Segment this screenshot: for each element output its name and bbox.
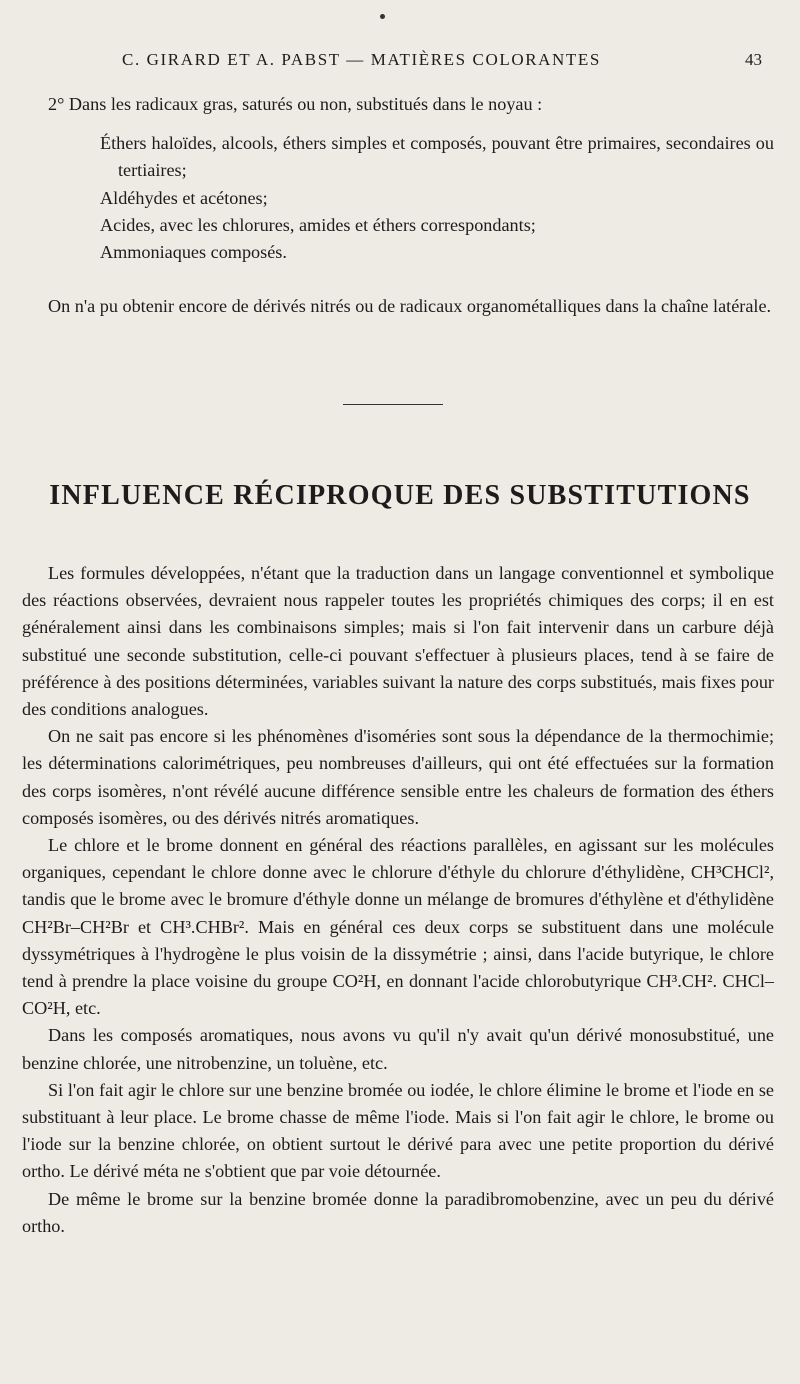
body-paragraph: Le chlore et le brome donnent en général des réactions parallèles, en agissant sur les molécules organiques, cependant le chlore donne avec le chlorure d'éthyle du chlorure d'éthylidène, CH³CHCl², tandis que le brome avec le bromure d'éthyle donne un mélange de bromures d'éthylène et d'éthylidène CH²Br–CH²Br et CH³.CHBr². Mais en général ces deux corps se substituent dans une molécule dyssymétriques à l'hydrogène le plus voisin de la dissymétrie ; ainsi, dans l'acide butyrique, le chlore tend à prendre la place voisine du groupe CO²H, en donnant l'acide chlorobutyrique CH³.CH². CHCl–CO²H, etc. [22, 835, 774, 1019]
list-item: Éthers haloïdes, alcools, éthers simples et composés, pouvant être primaires, secondaires ou tertiaires; [100, 133, 774, 181]
section-title: INFLUENCE RÉCIPROQUE DES SUBSTITUTIONS [49, 480, 751, 511]
closing-paragraph: On n'a pu obtenir encore de dérivés nitrés ou de radicaux organométalliques dans la chaîne latérale. [48, 296, 772, 316]
body-paragraph: Si l'on fait agir le chlore sur une benzine bromée ou iodée, le chlore élimine le brome et l'iode en se substituant à leur place. Le brome chasse de même l'iode. Mais si l'on fait agir le chlore, le brome ou l'iode sur la benzine chlorée, on obtient surtout le dérivé para avec une petite proportion du dérivé ortho. Le dérivé méta ne s'obtient que par voie détournée. [22, 1079, 774, 1182]
body-paragraph: On ne sait pas encore si les phénomènes d'isoméries sont sous la dépendance de la thermochimie; les déterminations calorimétriques, peu nombreuses d'ailleurs, qui ont été effectuées sur la formation des corps isomères, n'ont révélé aucune différence sensible entre les chaleurs de formation des éthers composés isomères, ou des dérivés nitrés aromatiques. [22, 726, 774, 828]
page-number: 43 [745, 50, 762, 69]
intro-block [22, 91, 774, 266]
ink-speck [380, 14, 385, 19]
list-item: Ammoniaques composés. [100, 242, 287, 263]
body-paragraph: Dans les composés aromatiques, nous avons vu qu'il n'y avait qu'un dérivé monosubstitué, une benzine chlorée, une nitrobenzine, un toluène, etc. [22, 1025, 774, 1073]
running-title: C. GIRARD ET A. PABST — MATIÈRES COLORANTES [122, 50, 601, 69]
body-paragraph: Les formules développées, n'étant que la traduction dans un langage conventionnel et symbolique des réactions observées, devraient nous rappeler toutes les propriétés chimiques des corps; il en est généralement ainsi dans les combinaisons simples; mais si l'on fait intervenir dans un carbure déjà substitué une seconde substitution, celle-ci pouvant s'effectuer à plusieurs places, tend à se faire de préférence à des positions déterminées, variables suivant la nature des corps substitués, mais fixes pour des conditions analogues. [22, 563, 774, 720]
body-paragraph: De même le brome sur la benzine bromée donne la paradibromobenzine, avec un peu du dérivé ortho. [22, 1188, 774, 1236]
closing-paragraph-block [22, 293, 774, 320]
list-item: Acides, avec les chlorures, amides et éthers correspondants; [100, 214, 536, 235]
list-item: Aldéhydes et acétones; [100, 187, 268, 208]
section-divider [343, 404, 443, 405]
section-body [22, 560, 774, 1240]
list-lead: 2° Dans les radicaux gras, saturés ou non, substitués dans le noyau : [48, 94, 543, 114]
